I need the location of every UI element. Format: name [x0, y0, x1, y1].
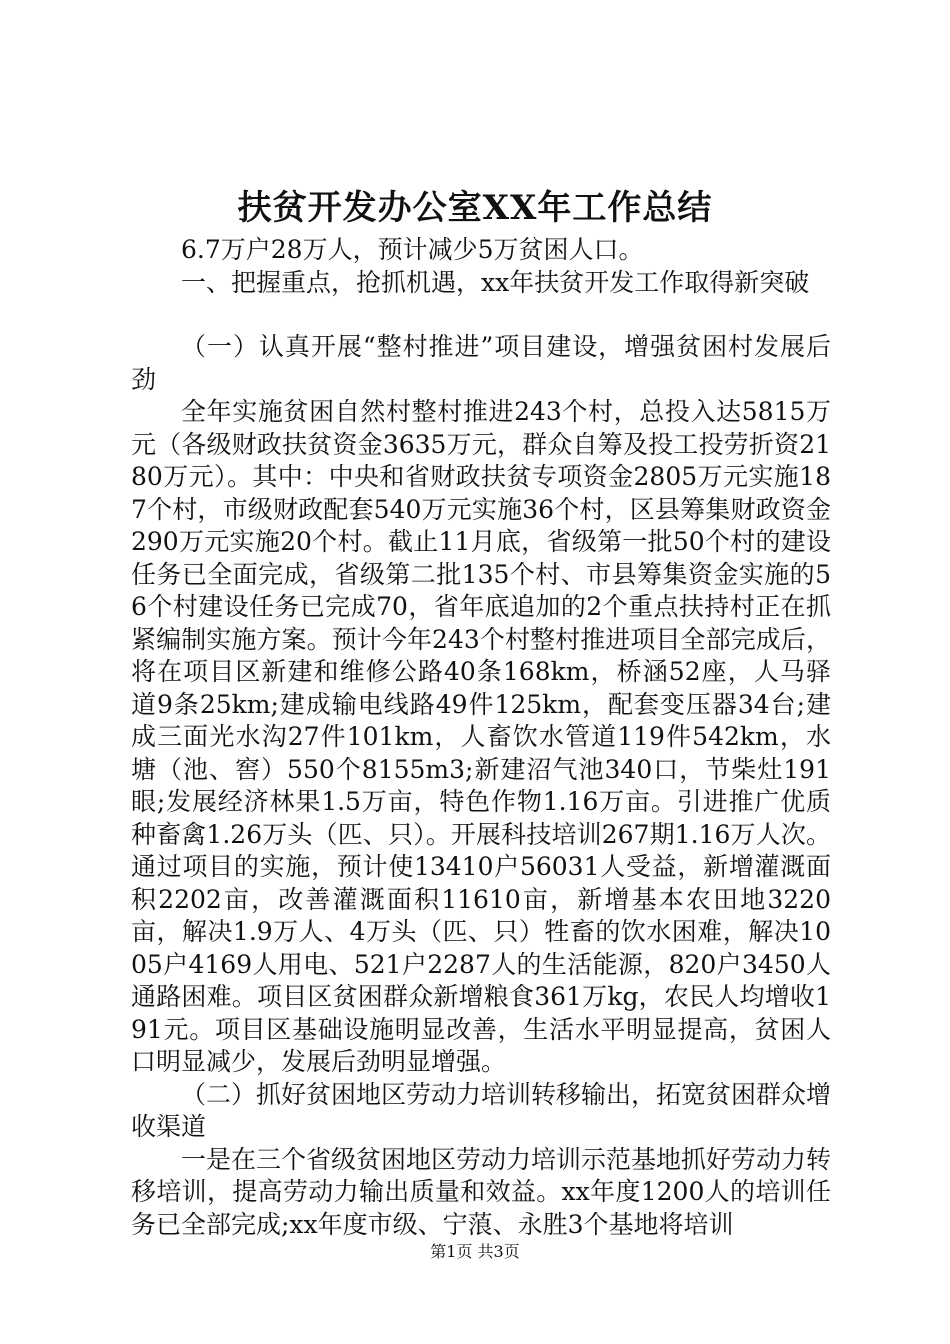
- paragraph-intro: 6.7万户28万人，预计减少5万贫困人口。: [181, 235, 644, 264]
- paragraph-village-project: 全年实施贫困自然村整村推进243个村，总投入达5815万元（各级财政扶贫资金3635万元，群众自筹及投工投劳折资2180万元）。其中：中央和省财政扶贫专项资金2805万元实施187个村，市级财政配套540万元实施36个村，区县筹集财政资金290万元实施20个村。截止11月底，省级第一批50个村的建设任务已全面完成，省级第二批135个村、市县筹集资金实施的56个村建设任务已完成70，省年底追加的2个重点扶持村正在抓紧编制实施方案。预计今年243个村整村推进项目全部完成后，将在项目区新建和维修公路40条168km，桥涵52座，人马驿道9条25km;建成输电线路49件125km，配套变压器34台;建成三面光水沟27件101km，人畜饮水管道119件542km，水塘（池、窖）550个8155m3;新建沼气池340口，节柴灶191眼;发展经济林果1.5万亩，特色作物1.16万亩。引进推广优质种畜禽1.26万头（匹、只）。开展科技培训267期1.16万人次。通过项目的实施，预计使13410户56031人受益，新增灌溉面积2202亩，改善灌溉面积11610亩，新增基本农田地3220亩，解决1.9万人、4万头（匹、只）牲畜的饮水困难，解决1005户4169人用电、521户2287人的生活能源，820户3450人通路困难。项目区贫困群众新增粮食361万kg，农民人均增收191元。项目区基础设施明显改善，生活水平明显提高，贫困人口明显减少，发展后劲明显增强。: [131, 397, 831, 1076]
- paragraph-labor-training: 一是在三个省级贫困地区劳动力培训示范基地抓好劳动力转移培训，提高劳动力输出质量和效益。xx年度1200人的培训任务已全部完成;xx年度市级、宁蒗、永胜3个基地将培训: [131, 1144, 832, 1239]
- document-title: 扶贫开发办公室XX年工作总结: [237, 188, 713, 228]
- document-body: [131, 234, 831, 1241]
- subsection-heading-2: （二）抓好贫困地区劳动力培训转移输出，拓宽贫困群众增收渠道: [131, 1079, 832, 1141]
- section-heading-1: 一、把握重点，抢抓机遇，xx年扶贫开发工作取得新突破: [181, 267, 810, 297]
- page-indicator: 第1页 共3页: [430, 1242, 520, 1261]
- subsection-heading-1: （一）认真开展“整村推进”项目建设，增强贫困村发展后劲: [131, 332, 831, 394]
